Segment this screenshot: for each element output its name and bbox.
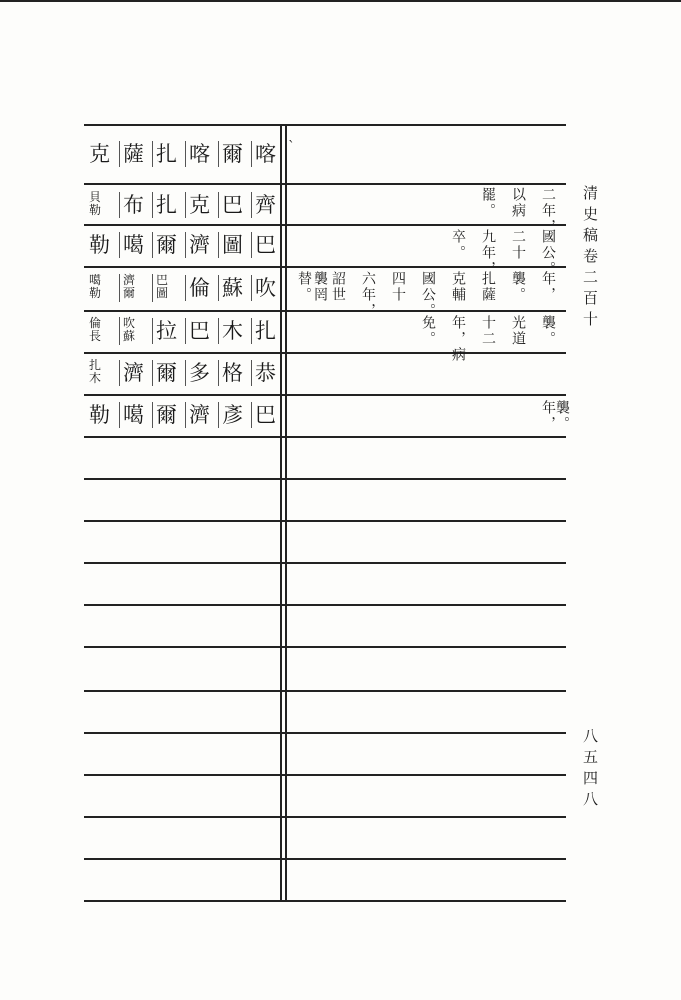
glyph: 克 — [89, 142, 110, 166]
glyph: 巴 — [156, 273, 169, 287]
rule — [84, 224, 566, 226]
rule — [84, 310, 566, 312]
page-number: 八五四八 — [581, 728, 599, 812]
glyph: 長 — [89, 329, 102, 343]
text-column: 光道 — [510, 315, 526, 347]
glyph: 扎 — [89, 358, 102, 372]
text-column: 詔世 — [330, 271, 346, 303]
glyph: 爾 — [152, 232, 185, 258]
tick-mark: ` — [288, 139, 295, 155]
text-column: 襲。 — [554, 400, 570, 432]
text-column: 襲。 — [540, 315, 556, 347]
glyph: 勒 — [89, 403, 110, 427]
glyph: 喀 — [185, 141, 218, 167]
text-column: 年， — [540, 400, 556, 432]
column-divider-inner — [285, 124, 287, 900]
rule — [84, 436, 566, 438]
text-column: 國公。 — [540, 229, 556, 277]
text-column: 六年， — [360, 271, 376, 319]
text-column: 罷。 — [480, 187, 496, 219]
small-glyphs — [119, 274, 152, 302]
rule — [84, 478, 566, 480]
glyph: 吹 — [251, 275, 284, 301]
rule — [84, 732, 566, 734]
glyph: 喀 — [251, 141, 284, 167]
glyph: 蘇 — [218, 275, 251, 301]
glyph: 格 — [218, 360, 251, 386]
running-header: 清史稿卷二百十 — [581, 185, 599, 332]
name-cell — [86, 317, 284, 345]
glyph: 扎 — [152, 141, 185, 167]
glyph: 扎 — [251, 318, 284, 344]
glyph: 布 — [119, 192, 152, 218]
name-cell — [86, 141, 284, 167]
rule — [84, 604, 566, 606]
glyph: 圖 — [156, 286, 169, 300]
glyph: 勒 — [89, 233, 110, 257]
glyph: 巴 — [185, 318, 218, 344]
text-column: 襲罔 — [312, 271, 328, 303]
rule — [84, 562, 566, 564]
text-column: 年， — [540, 271, 556, 303]
text-column: 四十 — [390, 271, 406, 303]
glyph: 扎 — [152, 192, 185, 218]
name-cell — [86, 359, 284, 387]
text-column: 卒。 — [450, 229, 466, 261]
rule — [84, 394, 566, 396]
glyph: 倫 — [89, 316, 102, 330]
rule — [84, 774, 566, 776]
rule-bottom — [84, 900, 566, 902]
glyph: 噶 — [119, 232, 152, 258]
small-glyphs — [86, 359, 119, 387]
name-cell — [86, 402, 284, 428]
glyph: 巴 — [218, 192, 251, 218]
rule — [84, 183, 566, 185]
rule — [84, 816, 566, 818]
name-cell — [86, 191, 284, 219]
rule — [84, 690, 566, 692]
glyph: 貝 — [89, 190, 102, 204]
rule-top — [84, 124, 566, 126]
text-column: 十二 — [480, 315, 496, 347]
text-column: 二年， — [540, 187, 556, 235]
glyph: 薩 — [119, 141, 152, 167]
glyph: 恭 — [251, 360, 284, 386]
glyph: 濟 — [185, 232, 218, 258]
glyph: 圖 — [218, 232, 251, 258]
glyph: 爾 — [218, 141, 251, 167]
glyph: 勒 — [89, 286, 102, 300]
glyph: 爾 — [123, 286, 136, 300]
text-column: 年，病 — [450, 315, 466, 363]
small-glyphs — [86, 191, 119, 219]
glyph: 倫 — [185, 275, 218, 301]
small-glyphs — [119, 317, 152, 345]
glyph: 巴 — [251, 232, 284, 258]
rule — [84, 520, 566, 522]
glyph: 巴 — [251, 402, 284, 428]
glyph: 多 — [185, 360, 218, 386]
glyph: 齊 — [251, 192, 284, 218]
glyph: 吹 — [123, 316, 136, 330]
glyph: 克 — [185, 192, 218, 218]
glyph: 木 — [89, 371, 102, 385]
rule — [84, 646, 566, 648]
glyph: 噶 — [119, 402, 152, 428]
name-cell — [86, 232, 284, 258]
text-column: 襲。 — [510, 271, 526, 303]
glyph: 爾 — [152, 402, 185, 428]
rule — [84, 352, 566, 354]
small-glyphs — [86, 274, 119, 302]
text-column: 以病 — [510, 187, 526, 219]
glyph: 濟 — [123, 273, 136, 287]
text-column: 二十 — [510, 229, 526, 261]
glyph: 彥 — [218, 402, 251, 428]
glyph: 拉 — [152, 318, 185, 344]
text-column: 扎薩 — [480, 271, 496, 303]
glyph: 勒 — [89, 203, 102, 217]
glyph: 木 — [218, 318, 251, 344]
text-column: 九年， — [480, 229, 496, 277]
glyph: 蘇 — [123, 329, 136, 343]
glyph: 噶 — [89, 273, 102, 287]
text-column: 克輔 — [450, 271, 466, 303]
glyph: 爾 — [152, 360, 185, 386]
glyph: 濟 — [119, 360, 152, 386]
text-column: 免。 — [420, 315, 436, 347]
top-border — [0, 0, 681, 2]
glyph: 濟 — [185, 402, 218, 428]
text-column: 國公。 — [420, 271, 436, 319]
name-cell — [86, 274, 284, 302]
small-glyphs — [86, 317, 119, 345]
rule — [84, 858, 566, 860]
text-column: 替。 — [296, 271, 312, 303]
small-glyphs — [152, 274, 185, 302]
